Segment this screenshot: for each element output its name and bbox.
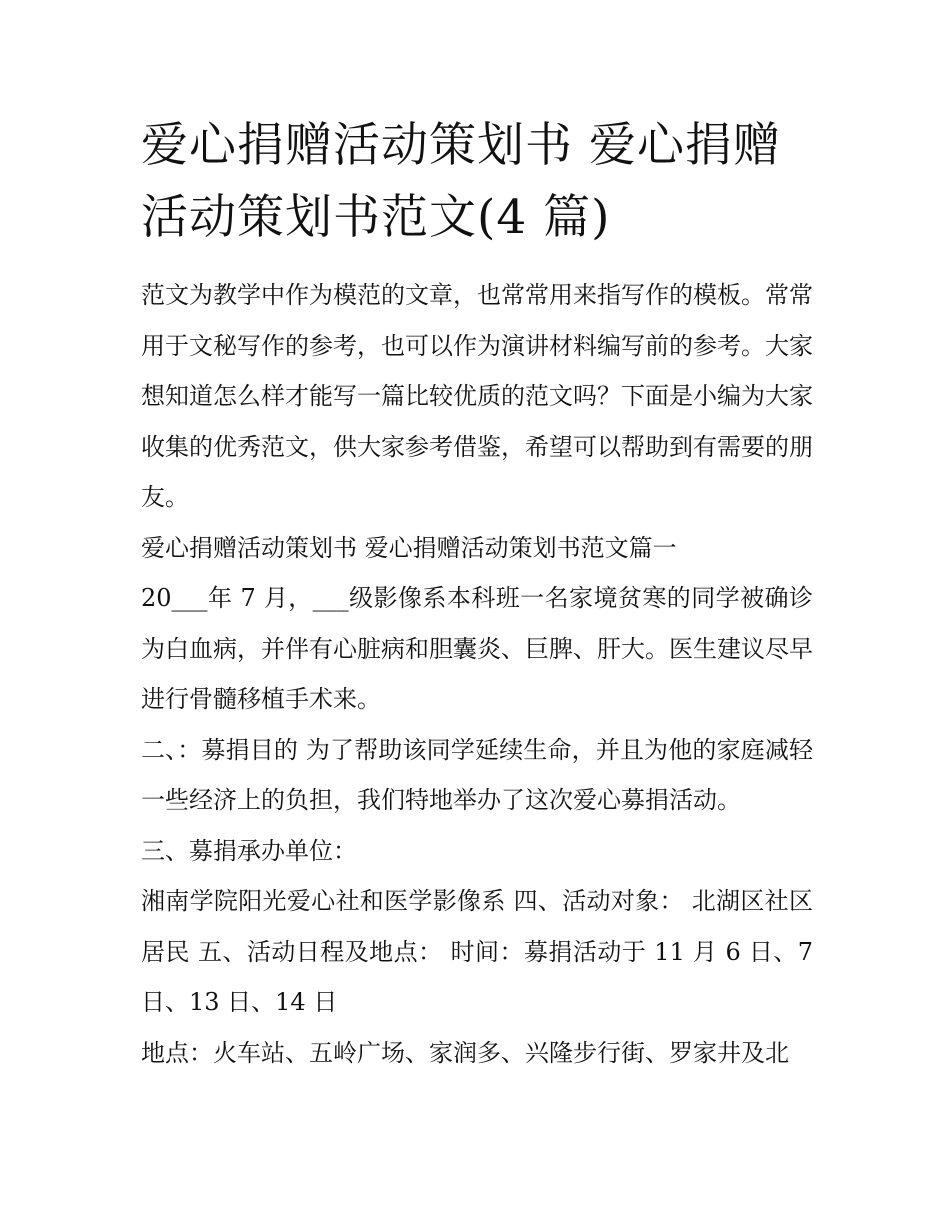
document-title: 爱心捐赠活动策划书 爱心捐赠活动策划书范文(4 篇) (141, 118, 781, 245)
purpose-paragraph: 二、：募捐目的 为了帮助该同学延续生命，并且为他的家庭减轻一些经济上的负担，我们特地举办了这次爱心募捐活动。 (141, 735, 813, 814)
location-paragraph: 地点：火车站、五岭广场、家润多、兴隆步行街、罗家井及北 (141, 1038, 789, 1067)
background-paragraph: 20___年 7 月，___级影像系本科班一名家境贫寒的同学被确诊为白血病，并伴有心脏病和胆囊炎、巨脾、肝大。医生建议尽早进行骨髓移植手术来。 (141, 584, 813, 713)
organizer-paragraph: 湘南学院阳光爱心社和医学影像系 四、活动对象： 北湖区社区居民 五、活动日程及地点： 时间：募捐活动于 11 月 6 日、7 日、13 日、14 日 (141, 887, 813, 1016)
document-body (141, 270, 813, 1078)
section-heading: 爱心捐赠活动策划书 爱心捐赠活动策划书范文篇一 (141, 533, 677, 562)
organizer-heading: 三、募捐承办单位： (141, 836, 357, 865)
intro-paragraph: 范文为教学中作为模范的文章，也常常用来指写作的模板。常常用于文秘写作的参考，也可以作为演讲材料编写前的参考。大家想知道怎么样才能写一篇比较优质的范文吗？下面是小编为大家收集的优秀范文，供大家参考借鉴，希望可以帮助到有需要的朋友。 (141, 281, 813, 511)
document-page (141, 110, 813, 1078)
